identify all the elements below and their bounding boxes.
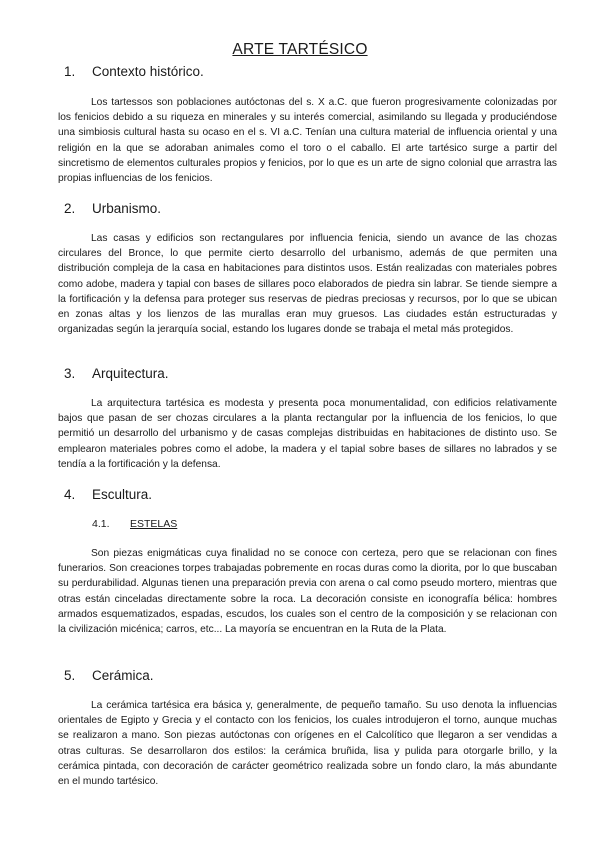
section-number: 1.: [64, 64, 76, 79]
subsection-heading-estelas: [92, 518, 177, 530]
section-heading-escultura: [64, 487, 152, 502]
section-paragraph-ceramica: La cerámica tartésica era básica y, generalmente, de pequeño tamaño. Su uso denota la influencias orientales de Egipto y Grecia y el contacto con los fenicios, los cuales introdujeron el torno, aunque muchas se realizaron a mano. Son piezas autóctonas con orígenes en el Calcolítico que llegaron a ser vendidas a otras culturas. Se desarrollaron dos estilos: la cerámica bruñida, lisa y pulida para otorgarle brillo, y la cerámica pintada, con decoración de carácter geométrico realizada sobre un fondo claro, la más abundante en el mundo tartésico.: [58, 700, 557, 788]
section-number: 4.: [64, 487, 76, 502]
section-heading-urbanismo: [64, 201, 161, 216]
section-number: 5.: [64, 668, 76, 683]
section-title: Urbanismo.: [92, 201, 162, 216]
section-paragraph-estelas: Son piezas enigmáticas cuya finalidad no se conoce con certeza, pero que se relacionan con fines funerarios. Son creaciones torpes trabajadas pobremente en rocas duras como la diorita, por lo que buscaban su perdurabilidad. Algunas tienen una preparación previa con arena o cal como pseudo mortero, mientras que otras están cinceladas directamente sobre la roca. La decoración consiste en iconografía bélica: hombres armados esquematizados, espadas, escudos, los cuales son el centro de la composición y se relacionan con la civilización micénica; carros, etc... La mayoría se encuentran en la Ruta de la Plata.: [58, 548, 557, 636]
section-heading-ceramica: [64, 668, 154, 683]
section-paragraph-contexto: Los tartessos son poblaciones autóctonas del s. X a.C. que fueron progresivamente colonizadas por los fenicios debido a su riqueza en minerales y su interés comercial, asimilando su llegada y produciéndose una simbiosis cultural hasta su ocaso en el s. VI a.C. Tenían una cultura material de influencia oriental y una religión en la que se adoraban animales como el toro o el caballo. El arte tartésico surge a partir del sincretismo de elementos culturales propios y fenicios, por lo que es un arte de signo colonial que arrastra las propias influencias de los fenicios.: [58, 97, 557, 185]
section-title: Escultura.: [92, 487, 153, 502]
section-paragraph-arquitectura: La arquitectura tartésica es modesta y presenta poca monumentalidad, con edificios relativamente bajos que pasan de ser chozas circulares a la planta rectangular por la influencia de los fenicios, lo que permitió un desarrollo del urbanismo y de casas complejas distribuidas en habitaciones de distinto uso. Se emplearon materiales pobres como el adobe, la madera y el tapial sobre bases de sillares no labrados y se tendía a la fortificación y la defensa.: [58, 398, 557, 470]
subsection-title: ESTELAS: [130, 518, 178, 530]
section-heading-arquitectura: [64, 366, 169, 381]
section-number: 2.: [64, 201, 76, 216]
section-title: Contexto histórico.: [92, 64, 204, 79]
subsection-number: 4.1.: [92, 518, 110, 530]
section-title: Cerámica.: [92, 668, 154, 683]
section-paragraph-urbanismo: Las casas y edificios son rectangulares por influencia fenicia, siendo un avance de las chozas circulares del Bronce, lo que permite cierto desarrollo del urbanismo, además de que permiten una distribución compleja de la casa en habitaciones para distintos usos. Están realizadas con materiales pobres como adobe, madera y tapial con bases de sillares poco elaborados de piedra sin labrar. Se tiende siempre a la fortificación y la defensa para proteger sus reservas de piedras preciosas y recursos, por lo que se ubican en zonas altas y los lienzos de las murallas eran muy gruesos. Las ciudades están estructuradas y organizadas según la jerarquía social, estando los lugares donde se trabaja el metal más protegidos.: [58, 233, 557, 336]
section-heading-contexto: [64, 64, 204, 79]
section-number: 3.: [64, 366, 76, 381]
document-title: ARTE TARTÉSICO: [232, 41, 368, 58]
section-title: Arquitectura.: [92, 366, 169, 381]
